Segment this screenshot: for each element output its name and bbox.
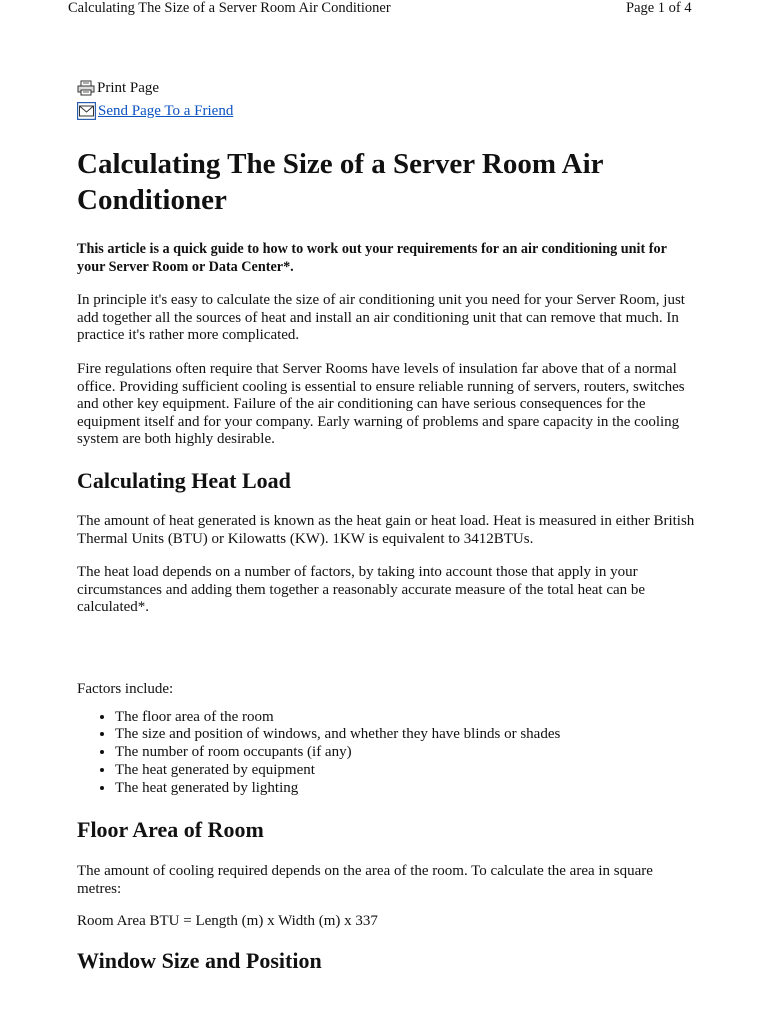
printer-icon — [77, 80, 95, 96]
intro-paragraph-1: In principle it's easy to calculate the size of air conditioning unit you need for your Server Room, just add together all the sources of heat and install an air conditioning unit that can remove that much. In practice it's rather more complicated. — [77, 292, 685, 344]
print-page-label[interactable]: Print Page — [97, 79, 160, 96]
send-page-link[interactable] — [77, 100, 697, 122]
page-indicator: Page 1 of 4 — [626, 0, 692, 16]
heading-window-size: Window Size and Position — [77, 947, 322, 973]
room-area-formula: Room Area BTU = Length (m) x Width (m) x 337 — [77, 913, 378, 930]
heat-load-paragraph-1: The amount of heat generated is known as the heat gain or heat load. Heat is measured in either British Thermal Units (BTU) or Kilowatts (KW). 1KW is equivalent to 3412BTUs. — [77, 512, 695, 547]
send-page-label[interactable]: Send Page To a Friend — [98, 102, 234, 119]
envelope-icon — [77, 102, 96, 120]
factors-list — [77, 709, 697, 799]
heading-floor-area: Floor Area of Room — [77, 817, 264, 843]
factors-intro: Factors include: — [77, 680, 174, 697]
print-page-link[interactable] — [77, 77, 697, 99]
floor-area-paragraph: The amount of cooling required depends on the area of the room. To calculate the area in square metres: — [77, 863, 653, 897]
list-item: • The floor area of the room — [115, 709, 697, 727]
list-item: • The heat generated by equipment — [115, 762, 697, 780]
list-item: • The number of room occupants (if any) — [115, 744, 697, 762]
heat-load-paragraph-2: The heat load depends on a number of factors, by taking into account those that apply in your circumstances and adding them together a reasonably accurate measure of the total heat can be calculated*. — [77, 564, 646, 616]
article-lead: This article is a quick guide to how to work out your requirements for an air conditioning unit for your Server Room or Data Center*. — [77, 241, 667, 275]
article-title: Calculating The Size of a Server Room Air Conditioner — [77, 148, 603, 216]
intro-paragraph-2: Fire regulations often require that Server Rooms have levels of insulation far above that of a normal office. Providing sufficient cooling is essential to ensure reliable running of servers, routers, switches and other key equipment. Failure of the air conditioning can have serious consequences for the equipment itself and for your company. Early warning of problems and spare capacity in the cooling system are both highly desirable. — [77, 360, 685, 448]
article-content — [77, 76, 697, 974]
list-item: • The heat generated by lighting — [115, 780, 697, 798]
heading-calculating-heat-load: Calculating Heat Load — [77, 467, 291, 493]
running-header-title: Calculating The Size of a Server Room Air Conditioner — [68, 0, 391, 16]
list-item: • The size and position of windows, and whether they have blinds or shades — [115, 726, 697, 744]
